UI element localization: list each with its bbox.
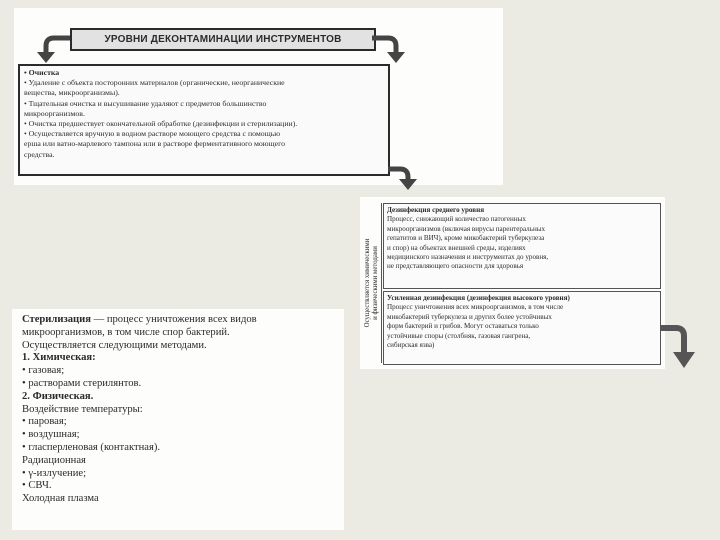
thermal-item: • гласперленовая (контактная). [22,441,161,453]
down-curved-arrow-icon [386,164,420,194]
thermal-item: • воздушная; [22,429,80,441]
physical-method-heading: 2. Физическая. [22,390,94,402]
medium-level-line: и спор) на объектах внешней среды, изделиях [387,243,526,252]
high-level-heading: Усиленная дезинфекция (дезинфекция высокого уровня) [387,294,570,302]
medium-level-line: не представляющего опасности для здоровья [387,262,524,271]
medium-level-heading: Дезинфекция среднего уровня [387,206,485,214]
sterilization-text [22,314,340,506]
side-label-line: и физическими методами [372,246,379,320]
methods-side-label [363,203,382,363]
high-level-line: Процесс уничтожения всех микроорганизмов, в том числе [387,303,564,312]
down-curved-arrow-icon [658,322,698,372]
cleaning-line: • Тщательная очистка и высушивание удаляют с предметов большинство [24,98,267,108]
sterilization-definition-line: микроорганизмов, в том числе спор бактерий. [22,326,230,338]
high-level-disinfection-box [383,291,661,365]
cleaning-box [18,64,390,176]
side-label-line: Осуществляется химическими [364,238,371,328]
medium-level-line: микроорганизмов (включая вирусы парентеральных [387,224,546,233]
chemical-method-item: • газовая; [22,365,65,377]
chemical-method-item: • растворами стерилянтов. [22,377,142,389]
radiation-item: • СВЧ. [22,480,52,492]
high-level-line: сибирская язва) [387,341,435,350]
medium-level-disinfection-box [383,203,661,289]
radiation-item: • γ-излучение; [22,467,87,479]
disinfection-panel [360,197,665,369]
cleaning-line: • Удаление с объекта посторонних материалов (органические, неорганические [24,78,285,88]
sterilization-panel [12,309,344,530]
cleaning-line: средства. [24,149,55,159]
cleaning-line: микроорганизмов. [24,108,85,118]
left-curved-arrow-icon [34,30,74,64]
medium-level-line: медицинского назначения и инструментах до уровня, [387,253,549,262]
diagram-title: УРОВНИ ДЕКОНТАМИНАЦИИ ИНСТРУМЕНТОВ [70,28,376,51]
high-level-line: микобактерий туберкулеза и других более устойчивых [387,312,552,321]
cleaning-line: вещества, микроорганизмы). [24,88,120,98]
sterilization-definition-line: Осуществляется следующими методами. [22,339,207,351]
cleaning-line: ерша или ватно-марлевого тампона или в растворе ферментативного моющего [24,139,285,149]
cold-plasma-label: Холодная плазма [22,493,99,505]
right-curved-arrow-icon [370,30,410,64]
high-level-line: форм бактерий и грибов. Могут оставаться только [387,322,539,331]
medium-level-line: гепатитов и ВИЧ), кроме микобактерий туберкулеза [387,234,545,243]
cleaning-panel [14,8,503,185]
cleaning-line: • Очистка предшествует окончательной обработке (дезинфекции и стерилизации). [24,119,298,129]
sterilization-term: Стерилизация [22,314,91,325]
thermal-item: • паровая; [22,416,67,428]
thermal-label: Воздействие температуры: [22,403,143,415]
chemical-method-heading: 1. Химическая: [22,352,96,364]
high-level-line: устойчивые споры (столбняк, газовая гангрена, [387,331,531,340]
cleaning-line: • Осуществляется вручную в водном растворе моющего средства с помощью [24,129,281,139]
cleaning-heading: • Очистка [24,68,60,77]
radiation-label: Радиационная [22,454,86,466]
medium-level-line: Процесс, снижающий количество патогенных [387,215,526,224]
sterilization-definition: — процесс уничтожения всех видов [90,314,257,325]
